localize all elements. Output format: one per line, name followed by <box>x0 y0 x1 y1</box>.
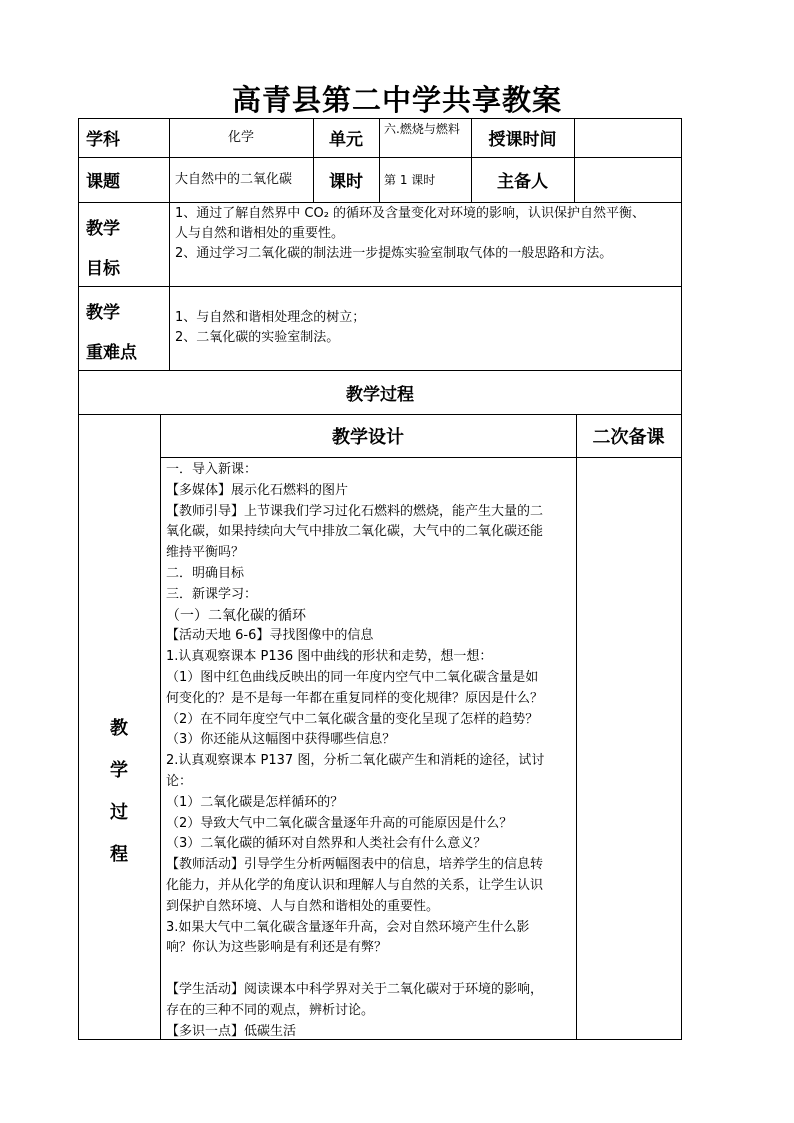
design-line: （2）在不同年度空气中二氧化碳含量的变化呈现了怎样的趋势？ <box>166 711 539 727</box>
key-points-label-line1: 教学 <box>86 303 120 323</box>
lesson-time-label: 授课时间 <box>488 130 557 150</box>
grid-line <box>379 118 380 202</box>
period-label: 课时 <box>329 172 363 192</box>
design-line: 【活动天地 6-6】寻找图像中的信息 <box>166 628 374 644</box>
side-label <box>78 708 160 876</box>
side-label-char: 教 <box>110 718 128 739</box>
preparer-label: 主备人 <box>497 172 548 192</box>
design-line: 论： <box>166 773 193 789</box>
period-value: 第 1 课时 <box>384 172 436 187</box>
topic-value: 大自然中的二氧化碳 <box>175 171 293 187</box>
design-line: 【教师引导】上节课我们学习过化石燃料的燃烧，能产生大量的二 <box>166 503 544 519</box>
grid-line <box>78 1039 682 1040</box>
process-header: 教学过程 <box>346 384 414 405</box>
second-prep-header: 二次备课 <box>592 426 665 448</box>
key-points-line: 1、与自然和谐相处理念的树立； <box>175 310 366 325</box>
grid-line <box>576 414 577 1040</box>
design-line: 3.如果大气中二氧化碳含量逐年升高，会对自然环境产生什么影 <box>166 919 530 935</box>
goals-line: 1、通过了解自然界中 CO₂ 的循环及含量变化对环境的影响，认识保护自然平衡、 <box>175 206 646 221</box>
design-line: 到保护自然环境、人与自然和谐相处的重要性。 <box>166 898 440 914</box>
side-label-char: 过 <box>110 802 128 823</box>
design-line: （3）你还能从这幅图中获得哪些信息？ <box>166 732 396 748</box>
key-points-content <box>175 308 680 358</box>
subject-value: 化学 <box>227 129 254 145</box>
design-line: 化能力，并从化学的角度认识和理解人与自然的关系，让学生认识 <box>166 877 544 893</box>
design-line <box>166 959 574 980</box>
design-line: 二．明确目标 <box>166 565 245 581</box>
goals-line: 人与自然和谐相处的重要性。 <box>175 226 345 241</box>
side-label-char: 程 <box>110 844 128 865</box>
grid-line <box>169 202 170 370</box>
key-points-label-line2: 重难点 <box>86 343 137 363</box>
grid-line <box>681 118 682 1040</box>
unit-value: 六.燃烧与燃料 <box>384 122 460 136</box>
design-line: 维持平衡吗？ <box>166 545 245 561</box>
goals-content <box>175 204 680 284</box>
design-line: （3）二氧化碳的循环对自然界和人类社会有什么意义？ <box>166 836 487 852</box>
topic-label: 课题 <box>86 172 120 192</box>
design-line: 一．导入新课： <box>166 462 258 477</box>
design-line: 1.认真观察课本 P136 图中曲线的形状和走势，想一想： <box>166 649 493 665</box>
design-line: 何变化的？是不是每一年都在重复同样的变化规律？原因是什么？ <box>166 690 544 706</box>
side-label-char: 学 <box>110 760 128 781</box>
design-line: （1）二氧化碳是怎样循环的？ <box>166 794 344 810</box>
design-line: （2）导致大气中二氧化碳含量逐年升高的可能原因是什么？ <box>166 815 513 831</box>
goals-label-line2: 目标 <box>86 259 120 279</box>
design-line: 响？你认为这些影响是有利还是有弊？ <box>166 940 388 956</box>
preparer-value <box>574 157 681 202</box>
design-line: 2.认真观察课本 P137 图，分析二氧化碳产生和消耗的途径，试讨 <box>166 753 545 769</box>
design-line: 三．新课学习： <box>166 586 258 602</box>
design-line: 【教师活动】引导学生分析两幅图表中的信息，培养学生的信息转 <box>166 857 544 873</box>
design-header: 教学设计 <box>332 426 404 448</box>
page-title: 高青县第二中学共享教案 <box>231 83 562 117</box>
design-line: 【学生活动】阅读课本中科学界对关于二氧化碳对于环境的影响， <box>166 981 544 997</box>
grid-line <box>160 414 161 1040</box>
lesson-plan-table <box>78 118 682 1040</box>
goals-label-line1: 教学 <box>86 219 120 239</box>
grid-line <box>160 457 682 458</box>
design-line: （一）二氧化碳的循环 <box>166 607 306 624</box>
design-line: 存在的三种不同的观点，辨析讨论。 <box>166 1002 375 1018</box>
design-line: 【多识一点】低碳生活 <box>166 1023 297 1038</box>
goals-line: 2、通过学习二氧化碳的制法进一步提炼实验室制取气体的一般思路和方法。 <box>175 246 613 261</box>
goals-label <box>86 202 169 286</box>
lesson-time-value <box>574 118 681 157</box>
key-points-label <box>86 286 169 370</box>
grid-line <box>78 118 79 1040</box>
unit-label: 单元 <box>329 130 363 150</box>
subject-label: 学科 <box>86 130 120 150</box>
design-line: （1）图中红色曲线反映出的同一年度内空气中二氧化碳含量是如 <box>166 669 539 685</box>
key-points-line: 2、二氧化碳的实验室制法。 <box>175 330 340 345</box>
design-line: 氧化碳，如果持续向大气中排放二氧化碳，大气中的二氧化碳还能 <box>166 524 544 540</box>
design-line: 【多媒体】展示化石燃料的图片 <box>166 482 349 498</box>
design-content <box>166 460 574 1038</box>
